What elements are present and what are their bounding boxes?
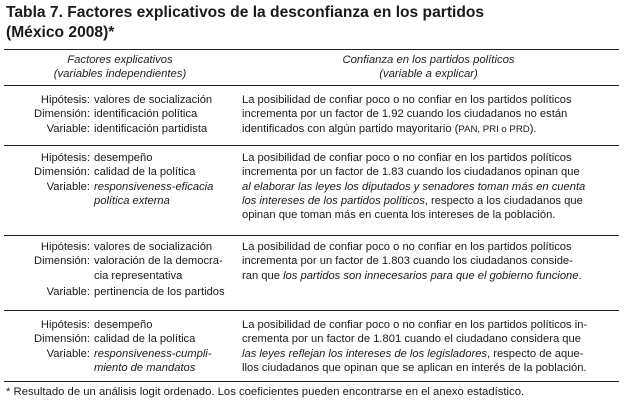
header-confianza-line-1: Confianza en los partidos políticos (342, 54, 515, 66)
description-line: llos ciudadanos que opinan que se aplican en interés de la población. (242, 361, 587, 374)
header-factores-line-1: Factores explicativos (67, 54, 173, 66)
row-description (242, 318, 619, 375)
variable-label: Variable: (46, 347, 90, 360)
description-emphasis: las leyes reflejan los intereses de los legisladores (242, 347, 488, 360)
dimension-label: Dimensión: (34, 108, 90, 121)
header-confianza (238, 53, 619, 81)
description-text: , respecto de aque- (487, 347, 584, 360)
party-acronyms: PAN, PRI o PRD (458, 123, 530, 135)
description-line (242, 194, 619, 208)
variable-label: Variable: (46, 286, 90, 298)
dimension-value-continued: cia representativa (94, 269, 183, 282)
row-description (242, 240, 619, 283)
description-line: opinan que toman más en cuenta los intereses de la población. (242, 209, 556, 222)
description-line: incrementa por un factor de 1.803 cuando los ciudadanos conside- (242, 255, 573, 268)
table-row (4, 93, 619, 141)
description-line (242, 122, 619, 137)
row-description (242, 93, 619, 137)
description-text: ). (529, 122, 537, 135)
hipotesis-label: Hipótesis: (40, 152, 90, 164)
header-confianza-line-2: (variable a explicar) (379, 68, 478, 80)
description-line: La posibilidad de confiar poco o no confiar en los partidos políticos in- (242, 319, 588, 331)
dimension-value: valoración de la democra- (94, 255, 223, 268)
dimension-label: Dimensión: (34, 166, 90, 179)
variable-value-continued: miento de mandatos (94, 361, 196, 374)
row-divider (4, 310, 619, 311)
hipotesis-value: desempeño (94, 152, 153, 164)
row-description (242, 151, 619, 222)
variable-value-continued: política externa (94, 194, 170, 207)
description-line: incrementa por un factor de 1.83 cuando los ciudadanos opinan que (242, 166, 580, 179)
table-row (4, 151, 619, 229)
hipotesis-value: desempeño (94, 319, 153, 331)
description-line (242, 269, 619, 283)
hipotesis-label: Hipótesis: (40, 94, 90, 106)
description-emphasis: los intereses de los partidos políticos (242, 194, 425, 207)
row-divider (4, 235, 619, 236)
table-title-line-1: Tabla 7. Factores explicativos de la desconfianza en los partidos (6, 4, 485, 21)
variable-value: pertinencia de los partidos (94, 286, 225, 298)
description-line: al elaborar las leyes los diputados y senadores toman más en cuenta (242, 180, 586, 193)
description-text: identificados con algún partido mayoritario ( (242, 122, 459, 135)
hipotesis-label: Hipótesis: (40, 319, 90, 331)
description-text: ran que (242, 269, 284, 282)
hipotesis-value: valores de socialización (94, 94, 213, 106)
table-row (4, 240, 619, 304)
row-divider (4, 145, 619, 146)
top-rule (4, 49, 619, 50)
header-rule (4, 85, 619, 86)
description-line: La posibilidad de confiar poco o no confiar en los partidos políticos (242, 152, 572, 164)
description-line (242, 347, 619, 361)
variable-value: identificación partidista (94, 122, 208, 135)
variable-label: Variable: (46, 180, 90, 193)
variable-value: responsiveness-eficacia (94, 180, 214, 193)
table-title-line-2: (México 2008)* (6, 24, 115, 41)
dimension-label: Dimensión: (34, 255, 90, 268)
hipotesis-label: Hipótesis: (40, 241, 90, 253)
table-title (6, 3, 618, 43)
dimension-value: identificación política (94, 108, 198, 121)
hipotesis-value: valores de socialización (94, 241, 213, 253)
description-text: . (578, 269, 582, 282)
header-factores-line-2: (variables independientes) (53, 68, 187, 80)
description-line: incrementa por un factor de 1.92 cuando los ciudadanos no están (242, 108, 568, 121)
description-emphasis: los partidos son innecesarios para que el gobierno funcione (283, 269, 579, 282)
table-footnote: * Resultado de un análisis logit ordenado. Los coeficientes pueden encontrarse en el anexo estadístico. (6, 386, 525, 398)
description-line: crementa por un factor de 1.801 cuando el ciudadano considera que (242, 333, 581, 346)
description-text: , respecto a los ciudadanos que (424, 194, 583, 207)
dimension-value: calidad de la política (94, 166, 196, 179)
dimension-label: Dimensión: (34, 333, 90, 346)
description-line: La posibilidad de confiar poco o no confiar en los partidos políticos (242, 241, 572, 253)
variable-label: Variable: (46, 122, 90, 135)
bottom-rule (4, 381, 619, 382)
description-line: La posibilidad de confiar poco o no confiar en los partidos políticos (242, 94, 572, 106)
table-row (4, 318, 619, 380)
header-factores (4, 53, 236, 81)
dimension-value: calidad de la política (94, 333, 196, 346)
variable-value: responsiveness-cumpli- (94, 347, 212, 360)
